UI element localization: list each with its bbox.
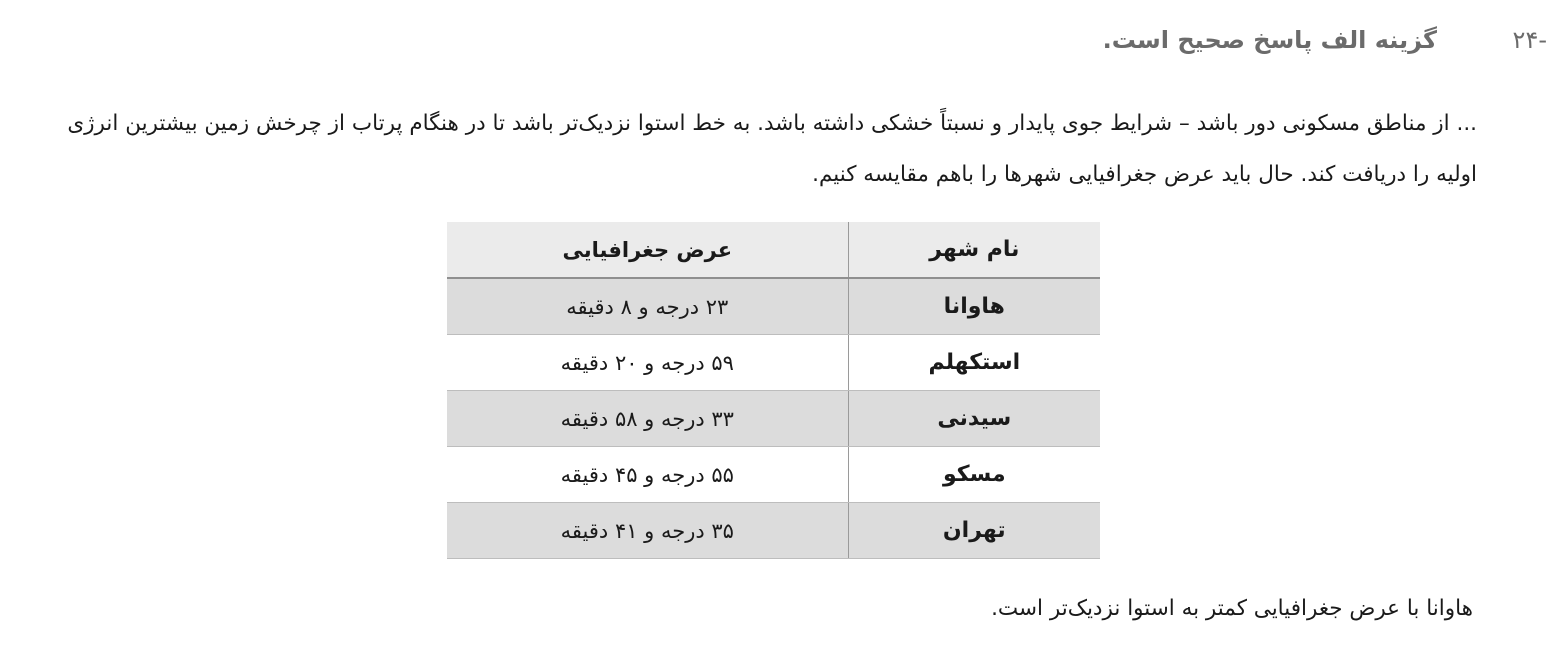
- table-row: [447, 447, 1100, 503]
- header-latitude: عرض جغرافیایی: [447, 222, 848, 278]
- paragraph-line-1: ... از مناطق مسکونی دور باشد – شرایط جوی پایدار و نسبتاً خشکی داشته باشد. به خط استوا نزدیک‌تر باشد تا در هنگام پرتاب از چرخش زمین بیشترین انرژی: [67, 111, 1477, 136]
- question-number: -۲۴: [1512, 26, 1547, 54]
- city-name-cell: مسکو: [848, 447, 1100, 503]
- city-name-cell: سیدنی: [848, 391, 1100, 447]
- city-name-cell: هاوانا: [848, 278, 1100, 335]
- latitude-table: [447, 222, 1100, 559]
- header-city-name: نام شهر: [848, 222, 1100, 278]
- explanation-paragraph: [17, 98, 1477, 200]
- table-row: [447, 335, 1100, 391]
- latitude-cell: ۵۹ درجه و ۲۰ دقیقه: [447, 335, 848, 391]
- city-name-cell: استکهلم: [848, 335, 1100, 391]
- latitude-cell: ۵۵ درجه و ۴۵ دقیقه: [447, 447, 848, 503]
- latitude-cell: ۳۳ درجه و ۵۸ دقیقه: [447, 391, 848, 447]
- paragraph-line-2: اولیه را دریافت کند. حال باید عرض جغرافیایی شهرها را باهم مقایسه کنیم.: [812, 162, 1477, 187]
- latitude-cell: ۳۵ درجه و ۴۱ دقیقه: [447, 503, 848, 559]
- city-name-cell: تهران: [848, 503, 1100, 559]
- table-row: [447, 503, 1100, 559]
- latitude-cell: ۲۳ درجه و ۸ دقیقه: [447, 278, 848, 335]
- conclusion-text: هاوانا با عرض جغرافیایی کمتر به استوا نزدیک‌تر است.: [991, 596, 1473, 621]
- answer-heading: گزینه الف پاسخ صحیح است.: [1102, 26, 1437, 54]
- table-row: [447, 391, 1100, 447]
- table-header-row: [447, 222, 1100, 278]
- table-row: [447, 278, 1100, 335]
